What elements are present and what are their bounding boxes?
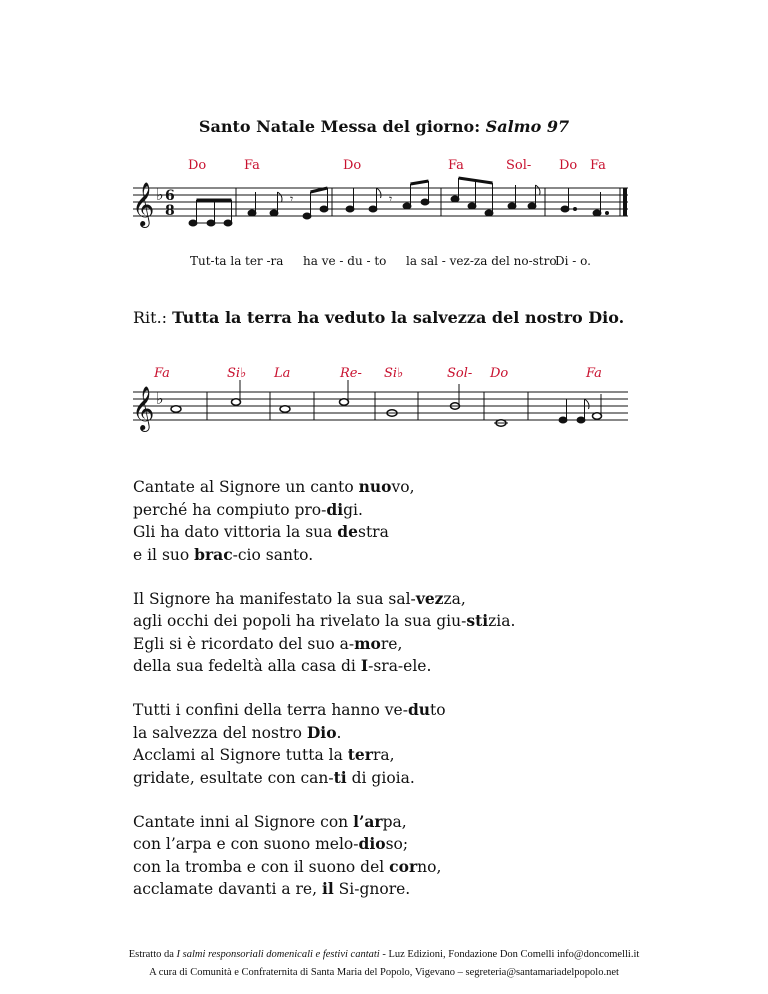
verse-line: della sua fedeltà alla casa di I-sra-ele. (133, 656, 432, 675)
verse-line: Cantate inni al Signore con l’arpa, (133, 811, 407, 831)
svg-text:𝄾: 𝄾 (290, 192, 294, 206)
staff2-lines (133, 392, 628, 420)
bar-lines (236, 188, 620, 216)
staff1-chord: Do (188, 158, 207, 173)
staff2-chord: Fa (154, 366, 170, 381)
measure-4-notes (451, 178, 540, 216)
verse-line: Il Signore ha manifestato la sua sal-vezza, (133, 588, 466, 608)
treble-clef-icon: 𝄞 (132, 386, 155, 430)
staff1-chord: Fa (590, 158, 606, 173)
verse-line: Cantate al Signore un canto nuovo, (133, 477, 415, 496)
staff2-chord: Si♭ (227, 366, 247, 381)
bar-lines (207, 392, 528, 420)
title-salmo: Salmo 97 (485, 117, 570, 136)
staff2-chord: Si♭ (384, 366, 404, 381)
ritornello-text: Tutta la terra ha veduto la salvezza del nostro Dio. (172, 308, 625, 327)
verse-line: con l’arpa e con suono melo-dioso; (133, 834, 409, 853)
stanza (133, 811, 515, 901)
verse-line: la salvezza del nostro Dio. (133, 722, 342, 742)
staff2-chord: La (274, 366, 291, 381)
staff2-chord: Sol- (447, 366, 473, 381)
staff1-lyric: Tut-ta la (190, 254, 242, 268)
staff1-lyric: Di - o. (555, 254, 591, 268)
staff1-lyric: ha ve - du - to (303, 254, 387, 268)
verse-line: e il suo brac-cio santo. (133, 544, 314, 564)
staff1-lyric: la sal - vez-za del no-stro (406, 254, 557, 268)
measure-5-notes (561, 188, 609, 216)
page-title (0, 117, 768, 136)
time-signature-bottom: 8 (165, 203, 175, 219)
footer-line-1: Estratto da I salmi responsoriali domenicali e festivi cantati - Luz Edizioni, Fondazione Don Comelli info@doncomelli.it (128, 949, 640, 960)
final-bar (623, 188, 627, 216)
ritornello (133, 308, 624, 327)
staff1-chord: Fa (448, 158, 464, 173)
stanza (133, 588, 515, 678)
staff2-chord: Do (490, 366, 509, 381)
staff2-notes (171, 380, 602, 426)
svg-text:𝄾: 𝄾 (389, 192, 393, 206)
time-signature-top: 6 (165, 188, 175, 204)
measure-3-notes (346, 181, 429, 212)
verse-line: acclamate davanti a re, il Si-gnore. (133, 879, 411, 898)
staff1-lines (133, 188, 628, 216)
title-main: Santo Natale Messa del giorno: (198, 117, 486, 136)
staff2-chord: Re- (340, 366, 362, 381)
treble-clef-icon: 𝄞 (132, 182, 155, 226)
verse-line: gridate, esultate con can-ti di gioia. (133, 767, 415, 787)
measure-2-notes (248, 188, 328, 219)
flat-icon: ♭ (156, 389, 164, 408)
verse-line: Tutti i confini della terra hanno ve-duto (133, 700, 446, 719)
verse-line: perché ha compiuto pro-digi. (133, 499, 363, 519)
verse-line: Acclami al Signore tutta la terra, (133, 745, 395, 764)
staff1-lyric: ter -ra (245, 254, 284, 268)
staff1-chord: Do (559, 158, 578, 173)
verses (133, 476, 515, 922)
verse-line: Egli si è ricordato del suo a-more, (133, 633, 403, 653)
stanza (133, 699, 515, 789)
verse-line: con la tromba e con il suono del corno, (133, 856, 442, 876)
staff1-chord: Fa (244, 158, 260, 173)
measure-1-notes (189, 200, 232, 226)
staff1-chord: Sol- (506, 158, 532, 173)
footer-line-2: A cura di Comunità e Confraternita di Santa Maria del Popolo, Vigevano – segreteria@santamariadelpopolo.net (149, 967, 619, 978)
staff2-chord: Fa (586, 366, 602, 381)
stanza (133, 476, 515, 566)
verse-line: Gli ha dato vittoria la sua destra (133, 522, 389, 541)
verse-line: agli occhi dei popoli ha rivelato la sua giu-stizia. (133, 611, 516, 630)
ritornello-prefix: Rit.: (133, 308, 173, 327)
flat-icon: ♭ (156, 185, 164, 204)
staff1-chord: Do (343, 158, 362, 173)
